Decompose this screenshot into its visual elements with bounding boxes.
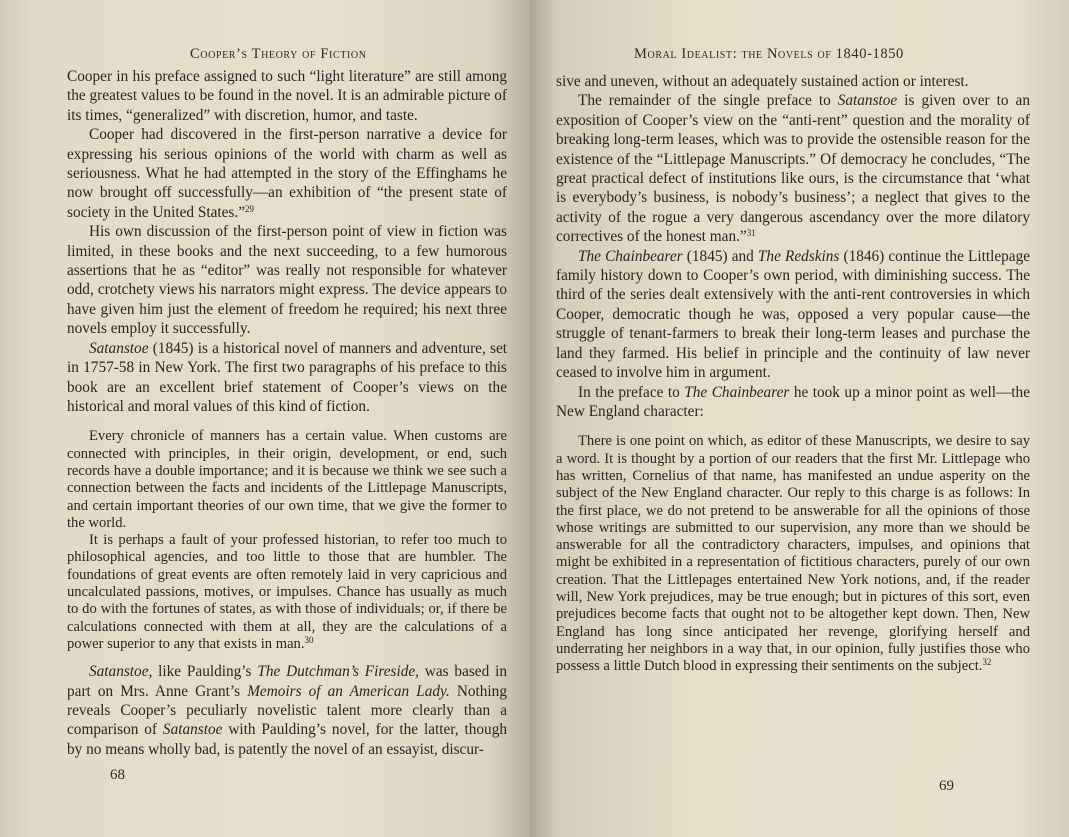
paragraph: Satanstoe, like Paulding’s The Dutchman’s Fireside, was based in part on Mrs. Anne Grant’s Memoirs of an American Lady. Nothing reveals Cooper’s peculiarly novelistic talent more clearly than a comparison of Satanstoe with Paulding’s novel, for the latter, though by no means wholly bad, is patently the novel of an essayist, discur- (67, 663, 507, 758)
left-page (0, 0, 530, 837)
quote-paragraph: There is one point on which, as editor of these Manuscripts, we desire to say a word. It is thought by a portion of our readers that the first Mr. Littlepage who has written, Cornelius of that name, has manifested an undue asperity on the subject of the New England character. Our reply to this charge is as follows: In the first place, we do not pretend to be answerable for all the opinions of those whose writings are submitted to our supervision, any more than we should be answerable for all the contradictory characters, impulses, and opinions that might be exhibited in a representation of fictitious characters, purely of our own creation. That the Littlepages entertained New York notions, and, if the reader will, New York prejudices, may be true enough; but in pictures of this sort, even prejudices become facts that ought not to be altogether kept down. Then, New England has long since anticipated her revenge, glorifying herself and underrating her neighbors in a way that, in our opinion, fully justifies those who possess a little Dutch blood in expressing their sentiments on the subject.$^{32}$ (556, 433, 1030, 675)
paragraph: sive and uneven, without an adequately sustained action or interest. (556, 73, 969, 90)
quote-paragraph: It is perhaps a fault of your professed historian, to refer too much to philosophical agencies, and too little to those that are humbler. The foundations of great events are often remotely laid in very capricious and uncalculated passions, motives, or impulses. Chance has usually as much to do with the fortunes of states, as with those of individuals; or, if there be calculations connected with them at all, they are the calculations of a power superior to any that exists in man.$^{30}$ (67, 532, 507, 652)
footnote-ref: 30 (304, 634, 314, 645)
block-quote (556, 433, 1030, 675)
right-text-column (556, 72, 1030, 675)
footnote-ref: 32 (982, 657, 992, 668)
running-head-right: Moral Idealist: the Novels of 1840-1850 (634, 46, 904, 62)
quote-paragraph: Every chronicle of manners has a certain value. When customs are connected with principles, in their origin, development, or end, such records have a double importance; and it is because we think we see such a connection between the facts and incidents of the Littlepage Manuscripts, and certain important theories of our own time, that we give the former to the world. (67, 428, 507, 531)
footnote-ref: 31 (746, 228, 756, 239)
page-number-left: 68 (110, 767, 125, 783)
paragraph: Cooper had discovered in the first-person narrative a device for expressing his serious opinions of the world with charm as well as seriousness. What he had attempted in the story of the Effinghams he now brought off successfully—an exhibition of “the present state of society in the United States.”$^{29}$ (67, 126, 507, 221)
running-head-left: Cooper’s Theory of Fiction (190, 46, 367, 62)
paragraph: His own discussion of the first-person point of view in fiction was limited, in these books and the next succeeding, to a few humorous assertions that he as “editor” was really not responsible for whatever odd, crotchety views his narrators might express. The device appears to have given him just the element of freedom he required; his next three novels employ it successfully. (67, 223, 507, 338)
paragraph: Satanstoe (1845) is a historical novel of manners and adventure, set in 1757-58 in New York. The first two paragraphs of his preface to this book are an excellent brief statement of Cooper’s views on the historical and moral values of this kind of fiction. (67, 339, 507, 415)
paragraph: The remainder of the single preface to Satanstoe is given over to an exposition of Cooper’s view on the “anti-rent” question and the morality of breaking long-term leases, which was to provide the ostensible reason for the existence of the “Littlepage Manuscripts.” Of democracy he concludes, “The great practical defect of institutions like ours, is the circumstance that ‘what is everybody’s business, is nobody’s business’; a neglect that gives to the activity of the rogue a very dangerous ascendancy over the more dilatory correctives of the honest man.”$^{31}$ (556, 92, 1030, 246)
paragraph: Cooper in his preface assigned to such “light literature” are still among the greatest values to be found in the novel. It is an admirable picture of its times, “generalized” with discretion, humor, and taste. (67, 68, 507, 124)
right-page (530, 0, 1069, 837)
paragraph: The Chainbearer (1845) and The Redskins (1846) continue the Littlepage family history down to Cooper’s own period, with diminishing success. The third of the series dealt extensively with the anti-rent controversies in which Cooper, democratic though he was, opposed a very popular cause—the struggle of tenant-farmers to break their long-term leases and purchase the land they farmed. His belief in principle and the continuity of law never ceased to involve him in argument. (556, 247, 1031, 382)
footnote-ref: 29 (245, 203, 254, 214)
paragraph: In the preface to The Chainbearer he took up a minor point as well—the New England character: (556, 383, 1030, 420)
page-number-right: 69 (939, 778, 954, 794)
block-quote (67, 428, 507, 653)
left-text-column (67, 67, 507, 759)
